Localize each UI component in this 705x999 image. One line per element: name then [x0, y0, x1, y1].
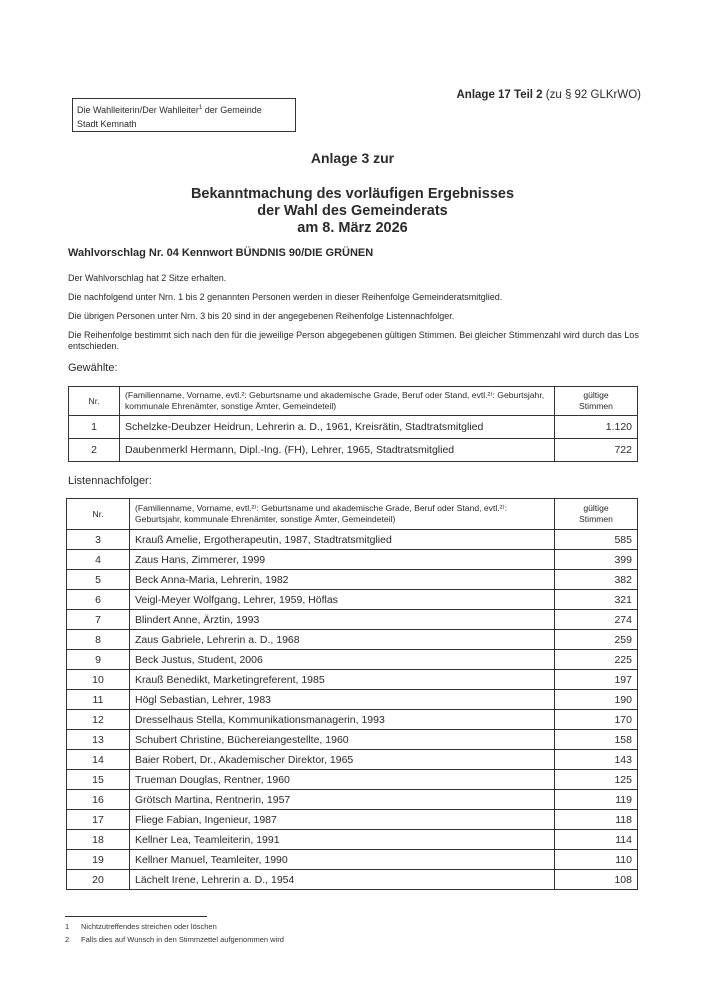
cell-votes: 585	[555, 530, 638, 550]
header-nr: Nr.	[69, 387, 120, 416]
successors-label: Listennachfolger:	[68, 475, 152, 487]
header-details: (Familienname, Vorname, evtl.²⁾: Geburtsname und akademische Grade, Beruf oder Stand, evtl.²⁾: Geburtsjahr, kommunale Ehrenämter, sonstige Ämter, Gemeindeteil)	[130, 499, 555, 530]
annex-reference: Anlage 17 Teil 2 (zu § 92 GLKrWO)	[456, 89, 641, 101]
cell-nr: 12	[67, 710, 130, 730]
cell-votes: 274	[555, 610, 638, 630]
cell-details: Dresselhaus Stella, Kommunikationsmanagerin, 1993	[130, 710, 555, 730]
cell-votes: 125	[555, 770, 638, 790]
cell-votes: 321	[555, 590, 638, 610]
elected-table	[68, 386, 638, 462]
cell-details: Grötsch Martina, Rentnerin, 1957	[130, 790, 555, 810]
paragraph-order-rule: Die Reihenfolge bestimmt sich nach den für die jeweilige Person abgegebenen gültigen Stimmen. Bei gleicher Stimmenzahl wird durch das Los entschieden.	[68, 330, 639, 351]
cell-votes: 143	[555, 750, 638, 770]
cell-votes: 118	[555, 810, 638, 830]
cell-nr: 3	[67, 530, 130, 550]
cell-nr: 13	[67, 730, 130, 750]
cell-details: Högl Sebastian, Lehrer, 1983	[130, 690, 555, 710]
paragraph-seats: Der Wahlvorschlag hat 2 Sitze erhalten.	[68, 273, 227, 283]
cell-nr: 18	[67, 830, 130, 850]
table-row	[67, 710, 638, 730]
table-row	[67, 590, 638, 610]
table-row	[67, 870, 638, 890]
table-row	[67, 550, 638, 570]
cell-votes: 158	[555, 730, 638, 750]
table-row	[67, 570, 638, 590]
cell-nr: 6	[67, 590, 130, 610]
successors-table	[66, 498, 638, 890]
cell-nr: 16	[67, 790, 130, 810]
paragraph-elected: Die nachfolgend unter Nrn. 1 bis 2 genannten Personen werden in dieser Reihenfolge Gemeinderatsmitglied.	[68, 292, 503, 302]
cell-votes: 170	[555, 710, 638, 730]
cell-details: Beck Justus, Student, 2006	[130, 650, 555, 670]
cell-details: Krauß Benedikt, Marketingreferent, 1985	[130, 670, 555, 690]
cell-votes: 190	[555, 690, 638, 710]
elected-label: Gewählte:	[68, 362, 118, 374]
cell-details: Schubert Christine, Büchereiangestellte, 1960	[130, 730, 555, 750]
table-row	[67, 730, 638, 750]
table-row	[67, 750, 638, 770]
cell-nr: 5	[67, 570, 130, 590]
cell-details: Baier Robert, Dr., Akademischer Direktor, 1965	[130, 750, 555, 770]
footnote-ref-1: 1	[198, 105, 203, 111]
header-votes: gültige Stimmen	[555, 499, 638, 530]
table-row	[67, 810, 638, 830]
cell-nr: 19	[67, 850, 130, 870]
cell-nr: 20	[67, 870, 130, 890]
cell-votes: 108	[555, 870, 638, 890]
header-details: (Familienname, Vorname, evtl.²: Geburtsname und akademische Grade, Beruf oder Stand, evtl.²⁾: Geburtsjahr, kommunale Ehrenämter, sonstige Ämter, Gemeindeteil)	[120, 387, 555, 416]
cell-details: Blindert Anne, Ärztin, 1993	[130, 610, 555, 630]
municipality-name: Stadt Kemnath	[77, 119, 137, 129]
cell-nr: 15	[67, 770, 130, 790]
table-header-row	[69, 387, 638, 416]
footnote-2: 2 Falls dies auf Wunsch in den Stimmzettel aufgenommen wird	[65, 935, 284, 944]
cell-nr: 8	[67, 630, 130, 650]
cell-nr: 17	[67, 810, 130, 830]
cell-details: Fliege Fabian, Ingenieur, 1987	[130, 810, 555, 830]
table-row	[67, 790, 638, 810]
cell-details: Kellner Manuel, Teamleiter, 1990	[130, 850, 555, 870]
document-title: Bekanntmachung des vorläufigen Ergebnisses der Wahl des Gemeinderats am 8. März 2026	[0, 186, 705, 237]
cell-votes: 197	[555, 670, 638, 690]
cell-nr: 11	[67, 690, 130, 710]
footnote-1: 1 Nichtzutreffendes streichen oder löschen	[65, 922, 217, 931]
annex-title: Anlage 3 zur	[310, 150, 395, 166]
cell-nr: 9	[67, 650, 130, 670]
cell-votes: 119	[555, 790, 638, 810]
table-row	[67, 650, 638, 670]
cell-votes: 114	[555, 830, 638, 850]
cell-votes: 382	[555, 570, 638, 590]
table-row	[67, 610, 638, 630]
cell-nr: 10	[67, 670, 130, 690]
nomination-heading: Wahlvorschlag Nr. 04 Kennwort BÜNDNIS 90/DIE GRÜNEN	[68, 247, 374, 259]
table-row: 1 Schelzke-Deubzer Heidrun, Lehrerin a. D., 1961, Kreisrätin, Stadtratsmitglied 1.120	[69, 416, 638, 439]
cell-votes: 110	[555, 850, 638, 870]
authority-box	[72, 98, 296, 132]
table-row	[67, 770, 638, 790]
cell-details: Zaus Gabriele, Lehrerin a. D., 1968	[130, 630, 555, 650]
table-row	[67, 630, 638, 650]
header-nr: Nr.	[67, 499, 130, 530]
header-votes: gültige Stimmen	[555, 387, 638, 416]
election-date: am 8. März 2026	[297, 220, 408, 236]
paragraph-successors: Die übrigen Personen unter Nrn. 3 bis 20 sind in der angegebenen Reihenfolge Listennachfolger.	[68, 311, 455, 321]
cell-details: Beck Anna-Maria, Lehrerin, 1982	[130, 570, 555, 590]
table-row	[67, 690, 638, 710]
cell-details: Krauß Amelie, Ergotherapeutin, 1987, Stadtratsmitglied	[130, 530, 555, 550]
table-row: 2 Daubenmerkl Hermann, Dipl.-Ing. (FH), Lehrer, 1965, Stadtratsmitglied 722	[69, 439, 638, 462]
table-row	[67, 530, 638, 550]
footnote-divider	[65, 916, 207, 917]
cell-votes: 399	[555, 550, 638, 570]
cell-nr: 7	[67, 610, 130, 630]
table-row	[67, 850, 638, 870]
authority-line-1: Die Wahlleiterin/Der Wahlleiter$^1$ der Gemeinde	[77, 105, 262, 115]
cell-nr: 4	[67, 550, 130, 570]
table-row	[67, 830, 638, 850]
cell-votes: 259	[555, 630, 638, 650]
cell-nr: 14	[67, 750, 130, 770]
table-header-row	[67, 499, 638, 530]
cell-details: Veigl-Meyer Wolfgang, Lehrer, 1959, Höflas	[130, 590, 555, 610]
cell-details: Lächelt Irene, Lehrerin a. D., 1954	[130, 870, 555, 890]
cell-votes: 225	[555, 650, 638, 670]
table-row	[67, 670, 638, 690]
cell-details: Zaus Hans, Zimmerer, 1999	[130, 550, 555, 570]
cell-details: Trueman Douglas, Rentner, 1960	[130, 770, 555, 790]
successors-body	[67, 530, 638, 890]
cell-details: Kellner Lea, Teamleiterin, 1991	[130, 830, 555, 850]
